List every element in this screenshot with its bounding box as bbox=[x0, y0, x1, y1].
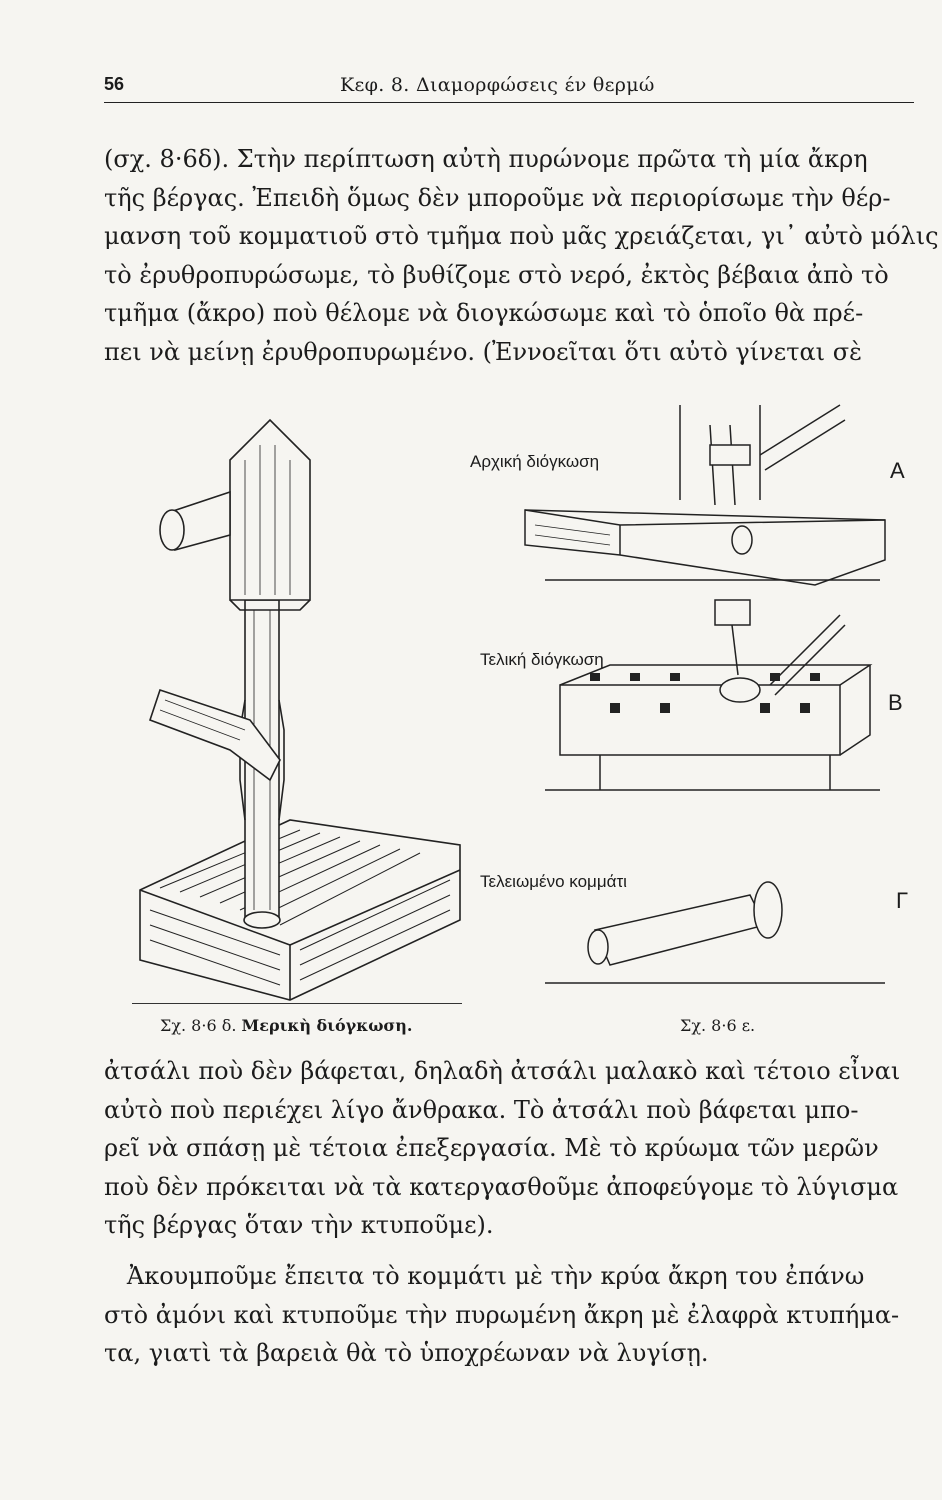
text-line: πει νὰ μείνῃ ἐρυθροπυρωμένο. (Ἐννοεῖται ὅτι αὐτὸ γίνεται σὲ bbox=[104, 337, 862, 366]
text-line: τὸ ἐρυθροπυρώσωμε, τὸ βυθίζομε στὸ νερό, ἐκτὸς βέβαια ἀπὸ τὸ bbox=[104, 260, 889, 289]
panel-letter-a: Α bbox=[890, 458, 905, 483]
text-line: μανση τοῦ κομματιοῦ στὸ τμῆμα ποὺ μᾶς χρειάζεται, γι᾽ αὐτὸ μόλις bbox=[104, 222, 939, 250]
paragraph-top bbox=[104, 140, 939, 371]
text-line: στὸ ἀμόνι καὶ κτυποῦμε τὴν πυρωμένη ἄκρη μὲ ἐλαφρὰ κτυπήμα- bbox=[104, 1300, 900, 1329]
text-line: ποὺ δὲν πρόκειται νὰ τὰ κατεργασθοῦμε ἀποφεύγομε τὸ λύγισμα bbox=[104, 1172, 899, 1201]
page-number: 56 bbox=[104, 74, 125, 94]
paragraph-middle bbox=[104, 1052, 924, 1245]
caption-text: Μερικὴ διόγκωση. bbox=[241, 1016, 413, 1035]
paragraph-bottom bbox=[104, 1257, 924, 1373]
label-finished-piece: Τελειωμένο κομμάτι bbox=[480, 872, 627, 891]
page-header bbox=[104, 72, 914, 103]
text-line: ρεῖ νὰ σπάσῃ μὲ τέτοια ἐπεξεργασία. Μὲ τὸ κρύωμα τῶν μερῶν bbox=[104, 1134, 879, 1162]
figure-left-rule bbox=[132, 1003, 462, 1004]
text-line: τῆς βέργας ὅταν τὴν κτυποῦμε). bbox=[104, 1211, 494, 1239]
running-title: Κεφ. 8. Διαμορφώσεις έν θερμώ bbox=[340, 74, 655, 96]
panel-letter-b: Β bbox=[888, 690, 903, 715]
figure-upsetting-steps bbox=[500, 385, 920, 1005]
text-line: Ἀκουμποῦμε ἔπειτα τὸ κομμάτι μὲ τὴν κρύα ἄκρη του ἐπάνω bbox=[104, 1262, 865, 1290]
caption-number: Σχ. 8·6 δ. bbox=[160, 1016, 237, 1035]
text-line: ἀτσάλι ποὺ δὲν βάφεται, δηλαδὴ ἀτσάλι μαλακὸ καὶ τέτοιο εἶναι bbox=[104, 1057, 901, 1085]
text-line: τμῆμα (ἄκρο) ποὺ θέλομε νὰ διογκώσωμε καὶ τὸ ὁποῖο θὰ πρέ- bbox=[104, 299, 864, 327]
text-line: τῆς βέργας. Ἐπειδὴ ὅμως δὲν μποροῦμε νὰ περιορίσωμε τὴν θέρ- bbox=[104, 183, 891, 212]
text-line: (σχ. 8·6δ). Στὴν περίπτωση αὐτὴ πυρώνομε πρῶτα τὴ μία ἄκρη bbox=[104, 145, 868, 173]
panel-letter-c: Γ bbox=[896, 888, 909, 913]
text-line: τα, γιατὶ τὰ βαρειὰ θὰ τὸ ὑποχρέωναν νὰ λυγίσῃ. bbox=[104, 1339, 709, 1367]
figure-partial-upsetting bbox=[130, 400, 470, 1020]
figure-right-caption: Σχ. 8·6 ε. bbox=[680, 1016, 756, 1035]
figure-left-caption bbox=[160, 1016, 412, 1035]
text-line: αὐτὸ ποὺ περιέχει λίγο ἄνθρακα. Τὸ ἀτσάλι ποὺ βάφεται μπο- bbox=[104, 1095, 859, 1124]
label-final-upsetting: Τελική διόγκωση bbox=[480, 650, 604, 669]
label-initial-upsetting: Αρχική διόγκωση bbox=[470, 452, 600, 471]
